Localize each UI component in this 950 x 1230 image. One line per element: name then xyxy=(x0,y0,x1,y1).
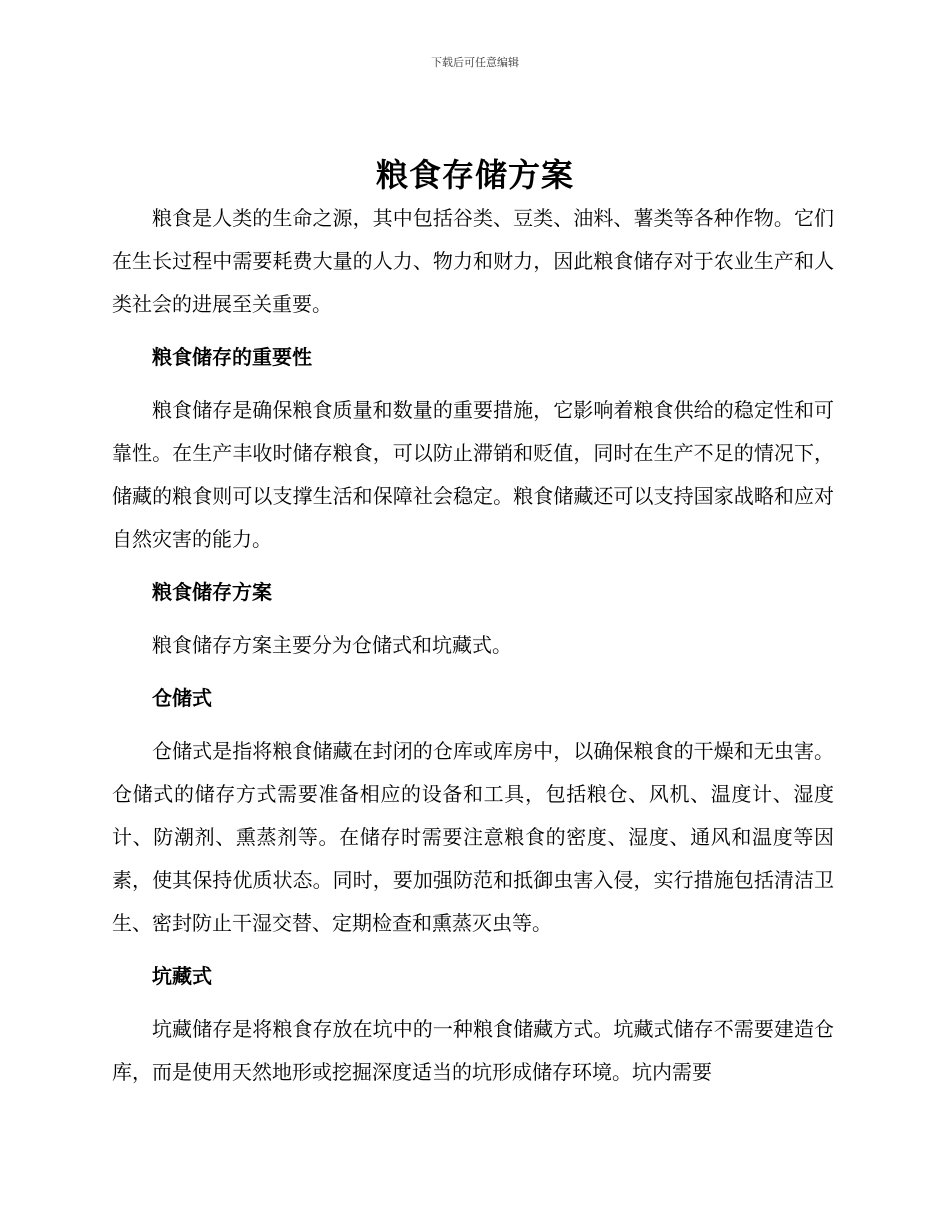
section-heading-importance: 粮食储存的重要性 xyxy=(152,345,312,369)
document-body xyxy=(112,197,834,1094)
page-header: 下载后可任意编辑 xyxy=(431,56,519,69)
section-heading-pit: 坑藏式 xyxy=(152,964,212,988)
intro-paragraph: 粮食是人类的生命之源，其中包括谷类、豆类、油料、薯类等各种作物。它们在生长过程中需要耗费大量的人力、物力和财力，因此粮食储存对于农业生产和人类社会的进展至关重要。 xyxy=(112,206,834,316)
section-paragraph-plan: 粮食储存方案主要分为仓储式和坑藏式。 xyxy=(152,633,512,657)
document-title: 粮食存储方案 xyxy=(375,156,574,194)
section-paragraph-warehouse: 仓储式是指将粮食储藏在封闭的仓库或库房中，以确保粮食的干燥和无虫害。仓储式的储存方式需要准备相应的设备和工具，包括粮仓、风机、温度计、湿度计、防潮剂、熏蒸剂等。在储存时需要注意粮食的密度、湿度、通风和温度等因素，使其保持优质状态。同时，要加强防范和抵御虫害入侵，实行措施包括清洁卫生、密封防止干湿交替、定期检查和熏蒸灭虫等。 xyxy=(112,739,834,935)
section-heading-plan: 粮食储存方案 xyxy=(152,580,272,604)
section-heading-warehouse: 仓储式 xyxy=(152,686,212,710)
section-paragraph-importance: 粮食储存是确保粮食质量和数量的重要措施，它影响着粮食供给的稳定性和可靠性。在生产丰收时储存粮食，可以防止滞销和贬值，同时在生产不足的情况下，储藏的粮食则可以支撑生活和保障社会稳定。粮食储藏还可以支持国家战略和应对自然灾害的能力。 xyxy=(112,398,834,551)
section-paragraph-pit: 坑藏储存是将粮食存放在坑中的一种粮食储藏方式。坑藏式储存不需要建造仓库，而是使用天然地形或挖掘深度适当的坑形成储存环境。坑内需要 xyxy=(112,1017,834,1084)
